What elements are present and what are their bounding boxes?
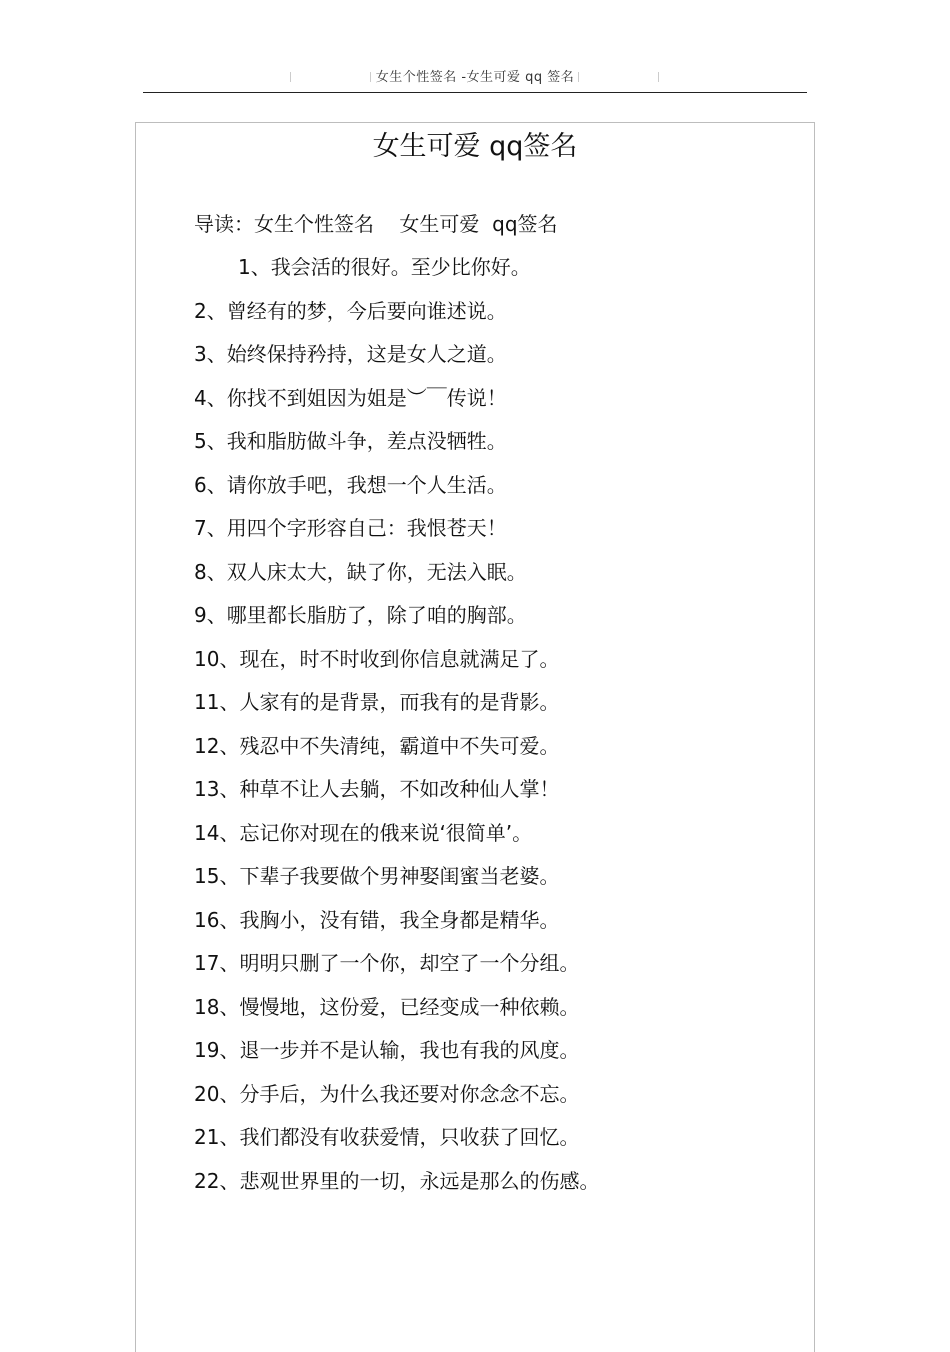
list-item: 2、曾经有的梦，今后要向谁述说。 [194, 298, 507, 323]
list-item: 3、始终保持矜持，这是女人之道。 [194, 342, 507, 366]
list-item: 15、下辈子我要做个男神娶闺蜜当老婆。 [194, 864, 560, 888]
list-item: 17、明明只删了一个你，却空了一个分组。 [194, 951, 580, 975]
list-item: 8、双人床太大，缺了你，无法入眠。 [194, 559, 527, 584]
header-tick-mark [578, 72, 579, 82]
list-item: 9、哪里都长脂肪了，除了咱的胸部。 [194, 603, 527, 627]
header-divider [143, 92, 807, 93]
list-item: 22、悲观世界里的一切，永远是那么的伤感。 [194, 1168, 600, 1193]
list-item: 12、残忍中不失清纯，霸道中不失可爱。 [194, 733, 560, 758]
list-item: 1、我会活的很好。至少比你好。 [238, 255, 531, 279]
list-item: 11、人家有的是背景，而我有的是背影。 [194, 690, 560, 714]
header-tick-mark [370, 72, 371, 82]
header-tick-mark [658, 72, 659, 82]
list-item: 13、种草不让人去躺，不如改种仙人掌！ [194, 777, 560, 801]
list-item: 21、我们都没有收获爱情，只收获了回忆。 [194, 1125, 580, 1149]
list-item: 6、请你放手吧，我想一个人生活。 [194, 472, 507, 497]
list-item: 5、我和脂肪做斗争，差点没牺牲。 [194, 429, 507, 453]
header-tick-mark [290, 72, 291, 82]
list-item: 14、忘记你对现在的俄来说‘很简单’。 [194, 820, 533, 845]
list-item: 10、现在，时不时收到你信息就满足了。 [194, 646, 560, 671]
list-item: 19、退一步并不是认输，我也有我的风度。 [194, 1038, 580, 1062]
running-header: 女生个性签名 -女生可爱 qq 签名 [375, 70, 575, 85]
list-item: 18、慢慢地，这份爱，已经变成一种依赖。 [194, 994, 580, 1019]
signature-list [194, 252, 599, 1209]
list-item: 7、用四个字形容自己：我恨苍天！ [194, 516, 507, 540]
list-item: 4、你找不到姐因为姐是︶￣传说！ [194, 385, 507, 410]
document-title: 女生可爱 qq签名 [372, 131, 578, 162]
list-item: 16、我胸小，没有错，我全身都是精华。 [194, 907, 560, 932]
intro-line: 导读：女生个性签名 女生可爱 qq签名 [194, 212, 558, 236]
list-item: 20、分手后，为什么我还要对你念念不忘。 [194, 1081, 580, 1106]
